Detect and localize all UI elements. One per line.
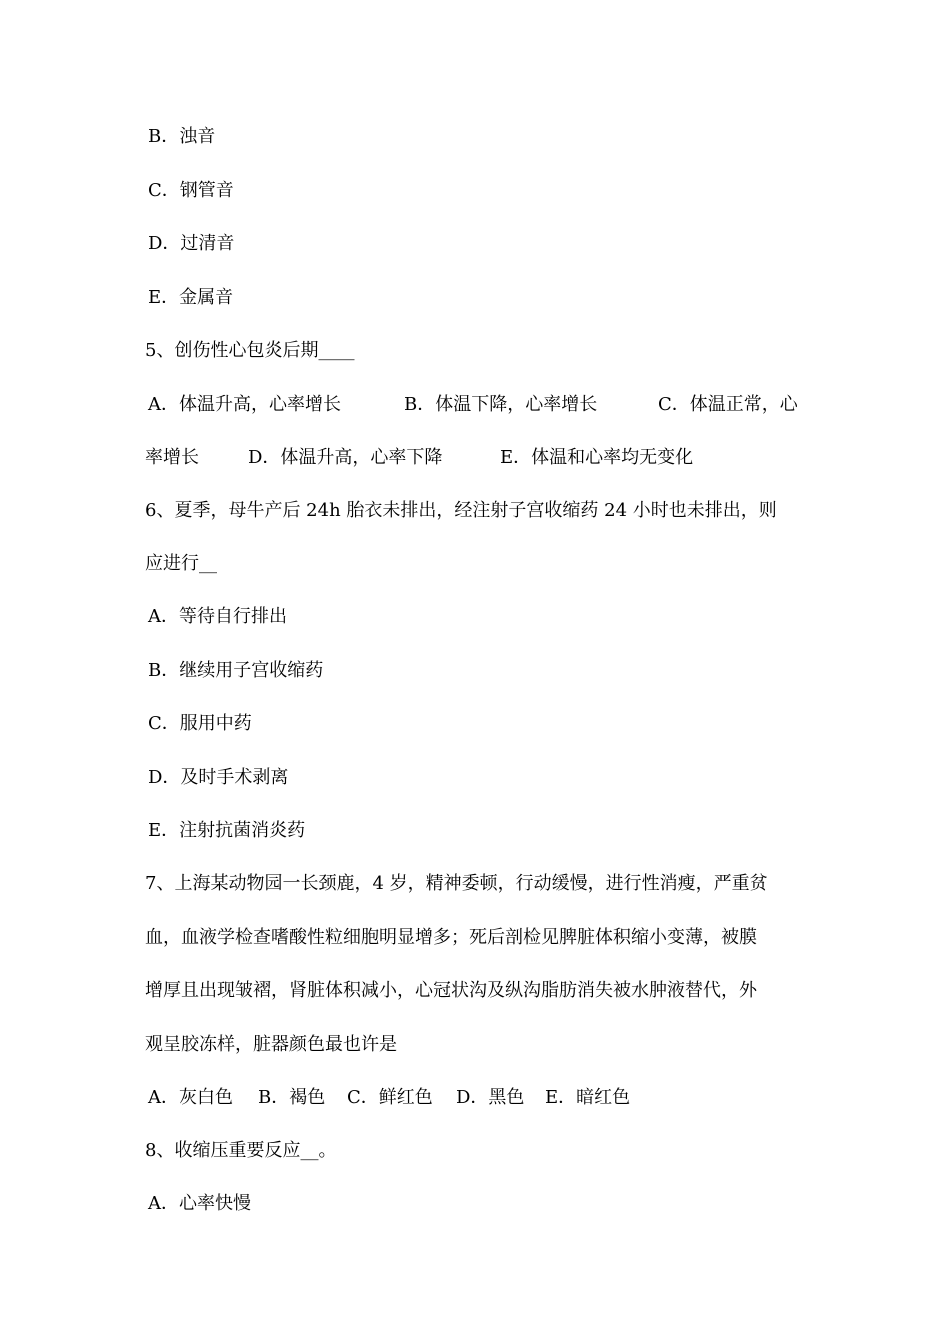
- option-c-q4: C．钢管音: [148, 180, 234, 201]
- question-6-line2: 应进行__: [145, 553, 217, 574]
- option-d-q6: D．及时手术剥离: [148, 767, 289, 788]
- question-7-line4: 观呈胶冻样，脏器颜色最也许是: [145, 1034, 397, 1055]
- option-d-q7: D．黑色: [456, 1087, 525, 1108]
- option-e-q4: E．金属音: [148, 287, 234, 308]
- option-b-q4: B．浊音: [148, 126, 216, 147]
- option-c-q5-part1: C．体温正常，心: [658, 394, 798, 415]
- option-d-q4: D．过清音: [148, 233, 235, 254]
- option-a-q5: A．体温升高，心率增长: [148, 394, 341, 415]
- option-a-q6: A．等待自行排出: [148, 606, 287, 627]
- option-b-q5: B．体温下降，心率增长: [404, 394, 598, 415]
- option-a-q7: A．灰白色: [148, 1087, 233, 1108]
- question-6-line1: 6、夏季，母牛产后 24h 胎衣未排出，经注射子宫收缩药 24 小时也未排出，则: [145, 500, 777, 521]
- option-c-q6: C．服用中药: [148, 713, 252, 734]
- option-b-q7: B．褐色: [258, 1087, 326, 1108]
- option-e-q7: E．暗红色: [545, 1087, 631, 1108]
- option-c-q7: C．鲜红色: [347, 1087, 433, 1108]
- option-d-q5: D．体温升高，心率下降: [248, 447, 443, 468]
- option-e-q5: E．体温和心率均无变化: [500, 447, 694, 468]
- option-e-q6: E．注射抗菌消炎药: [148, 820, 306, 841]
- option-a-q8: A．心率快慢: [148, 1193, 251, 1214]
- question-7-line2: 血，血液学检查嗜酸性粒细胞明显增多；死后剖检见脾脏体积缩小变薄，被膜: [145, 927, 757, 948]
- question-7-line1: 7、上海某动物园一长颈鹿，4 岁，精神委顿，行动缓慢，进行性消瘦，严重贫: [145, 873, 768, 894]
- option-b-q6: B．继续用子宫收缩药: [148, 660, 324, 681]
- option-c-q5-part2: 率增长: [145, 447, 199, 468]
- question-7-line3: 增厚且出现皱褶，肾脏体积减小，心冠状沟及纵沟脂肪消失被水肿液替代，外: [145, 980, 757, 1001]
- question-8: 8、收缩压重要反应__。: [145, 1140, 337, 1161]
- question-5: 5、创伤性心包炎后期____: [145, 340, 355, 361]
